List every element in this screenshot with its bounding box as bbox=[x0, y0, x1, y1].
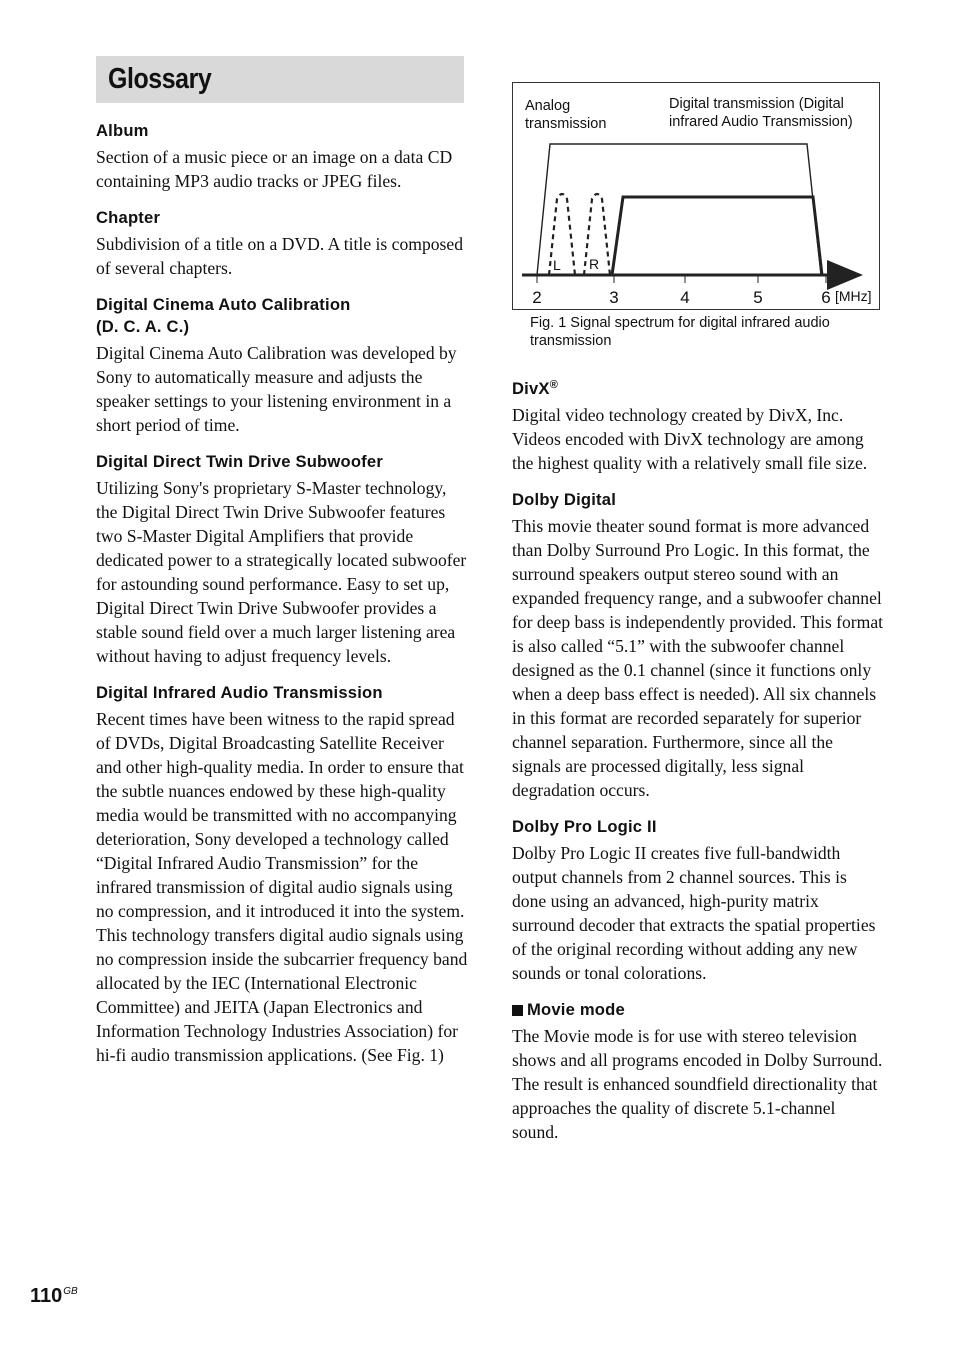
signal-spectrum-figure bbox=[512, 82, 880, 310]
digital-spectrum-envelope bbox=[612, 197, 822, 275]
term-divx-text: DivX bbox=[512, 379, 550, 398]
axis-tick-label: 5 bbox=[753, 288, 763, 307]
desc-twin-drive: Utilizing Sony's proprietary S-Master technology, the Digital Direct Twin Drive Subwoofer features two S-Master Digital Amplifiers that provide dedicated power to a strategically located subwoofer for astounding sound performance. Easy to set up, Digital Direct Twin Drive Subwoofer provides a stable sound field over a much larger listening area without having to adjust frequency levels. bbox=[96, 478, 467, 666]
page-title: Glossary bbox=[108, 63, 212, 95]
desc-divx: Digital video technology created by DivX, Inc. Videos encoded with DivX technology are among the highest quality with a relatively small file size. bbox=[512, 405, 868, 473]
glossary-entry-pro-logic bbox=[512, 816, 884, 985]
channel-left-label: L bbox=[553, 257, 561, 273]
term-dolby-digital: Dolby Digital bbox=[512, 490, 617, 509]
spectrum-diagram bbox=[513, 83, 881, 311]
glossary-entry-movie-mode bbox=[512, 999, 884, 1144]
digital-label-line1: Digital transmission (Digital bbox=[669, 96, 844, 112]
page-number bbox=[30, 1285, 78, 1308]
axis-tick-label: 2 bbox=[532, 288, 542, 307]
desc-movie-mode: The Movie mode is for use with stereo television shows and all programs encoded in Dolby Surround. The result is enhanced soundfield directionality that approaches the quality of discrete 5.1-channel sound. bbox=[512, 1026, 883, 1142]
desc-album: Section of a music piece or an image on a data CD containing MP3 audio tracks or JPEG files. bbox=[96, 147, 453, 191]
analog-label-line1: Analog bbox=[525, 98, 571, 114]
axis-tick-label: 3 bbox=[609, 288, 619, 307]
glossary-entry-dcac bbox=[96, 294, 468, 437]
registered-mark: ® bbox=[549, 379, 559, 391]
square-bullet-icon bbox=[512, 1005, 523, 1016]
term-infrared: Digital Infrared Audio Transmission bbox=[96, 683, 383, 702]
axis-unit-label: [MHz] bbox=[835, 288, 872, 304]
desc-dcac: Digital Cinema Auto Calibration was developed by Sony to automatically measure and adjusts the speaker settings to your listening environment in a short period of time. bbox=[96, 343, 457, 435]
desc-pro-logic: Dolby Pro Logic II creates five full-bandwidth output channels from 2 channel sources. This is done using an advanced, high-purity matrix surround decoder that extracts the spatial properties of the original recording without adding any new sounds or tonal colorations. bbox=[512, 843, 876, 983]
term-dcac-line1: Digital Cinema Auto Calibration bbox=[96, 295, 351, 314]
axis-tick-label: 6 bbox=[821, 288, 831, 307]
glossary-entry-divx bbox=[512, 378, 884, 475]
glossary-entry-infrared bbox=[96, 682, 468, 1067]
page-number-value: 110 bbox=[30, 1285, 63, 1307]
desc-infrared: Recent times have been witness to the rapid spread of DVDs, Digital Broadcasting Satellite Receiver and other high-quality media. In order to ensure that the subtle nuances endowed by these high-quality media would be transmitted with no accompanying deterioration, Sony developed a technology called “Digital Infrared Audio Transmission” for the infrared transmission of digital audio signals using no compression, and it introduced it into the system. bbox=[96, 709, 465, 921]
left-column bbox=[96, 120, 468, 1081]
right-column bbox=[512, 378, 884, 1158]
desc-chapter: Subdivision of a title on a DVD. A title is composed of several chapters. bbox=[96, 234, 464, 278]
analog-label-line2: transmission bbox=[525, 116, 607, 132]
term-album: Album bbox=[96, 121, 149, 140]
glossary-entry-chapter bbox=[96, 207, 468, 280]
term-movie-mode-text: Movie mode bbox=[527, 1000, 625, 1019]
desc-infrared-2: This technology transfers digital audio signals using no compression inside the subcarrier frequency band allocated by the IEC (International Electronic Committee) and JEITA (Japan Electronics and Information Technology Industries Association) for hi-fi audio transmission applications. (See Fig. 1) bbox=[96, 925, 468, 1065]
analog-spectrum-envelope bbox=[537, 144, 821, 275]
glossary-entry-album bbox=[96, 120, 468, 193]
term-twin-drive: Digital Direct Twin Drive Subwoofer bbox=[96, 452, 383, 471]
desc-dolby-digital: This movie theater sound format is more advanced than Dolby Surround Pro Logic. In this format, the surround speakers output stereo sound with an expanded frequency range, and a subwoofer channel for deep bass is independently provided. This format is also called “5.1” with the subwoofer channel designed as the 0.1 channel (since it functions only when a deep bass effect is needed). All six channels in this format are recorded separately for superior channel separation. Furthermore, since all the signals are processed digitally, less signal degradation occurs. bbox=[512, 516, 884, 800]
page-number-suffix: GB bbox=[63, 1286, 78, 1297]
glossary-title-bar bbox=[96, 56, 464, 103]
axis-tick-label: 4 bbox=[680, 288, 690, 307]
digital-label-line2: infrared Audio Transmission) bbox=[669, 114, 853, 130]
glossary-entry-dolby-digital bbox=[512, 489, 884, 802]
glossary-entry-twin-drive bbox=[96, 451, 468, 668]
term-divx bbox=[512, 378, 884, 400]
term-chapter: Chapter bbox=[96, 208, 161, 227]
figure-caption: Fig. 1 Signal spectrum for digital infrared audio transmission bbox=[530, 315, 830, 349]
channel-right-label: R bbox=[589, 256, 600, 272]
term-movie-mode bbox=[512, 999, 884, 1021]
term-pro-logic: Dolby Pro Logic II bbox=[512, 817, 657, 836]
term-dcac-line2: (D. C. A. C.) bbox=[96, 317, 190, 336]
